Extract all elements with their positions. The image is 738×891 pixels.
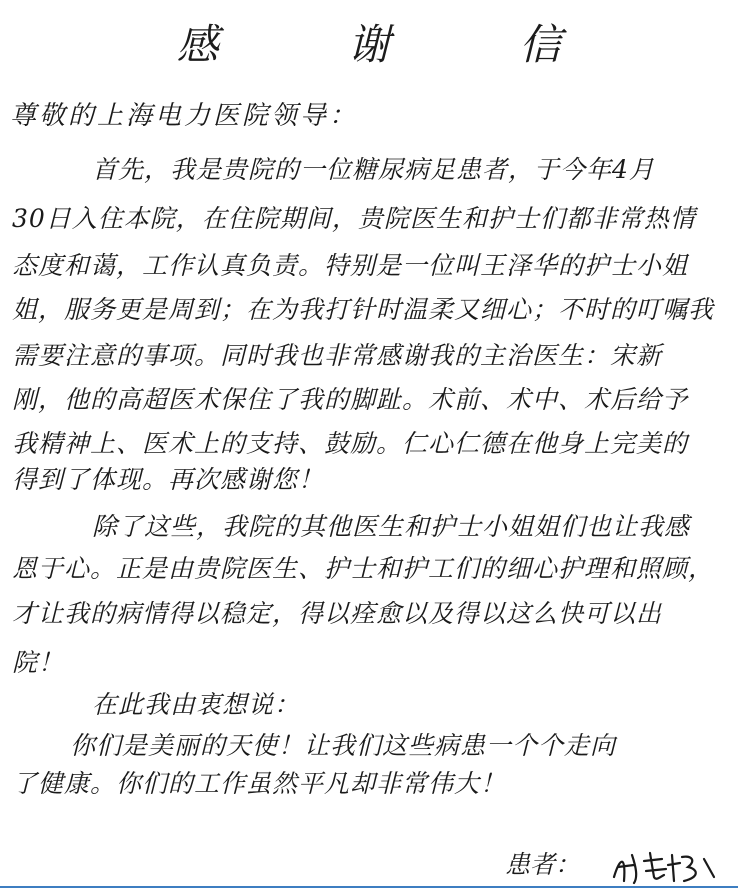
body-line-15: 了健康。你们的工作虽然平凡却非常伟大！ [12,769,507,798]
handwritten-signature [610,847,720,887]
salutation: 尊敬的上海电力医院领导： [10,101,359,131]
body-line-1: 首先，我是贵院的一位糖尿病足患者，于今年4月 [92,155,655,184]
body-line-8: 得到了体现。再次感谢您！ [12,465,325,494]
signature-label: 患者： [505,850,581,879]
body-line-4: 姐，服务更是周到；在为我打针时温柔又细心；不时的叮嘱我 [12,295,715,324]
body-line-2: 30日入住本院，在住院期间，贵院医生和护士们都非常热情 [12,204,696,233]
body-line-11: 才让我的病情得以稳定，得以痊愈以及得以这么快可以出 [12,599,663,628]
body-line-6: 刚，他的高超医术保住了我的脚趾。术前、术中、术后给予 [12,385,689,414]
body-line-7: 我精神上、医术上的支持、鼓励。仁心仁德在他身上完美的 [12,429,689,458]
body-line-5: 需要注意的事项。同时我也非常感谢我的主治医生：宋新 [12,341,663,370]
body-line-14: 你们是美丽的天使！让我们这些病患一个个走向 [70,731,617,760]
body-line-13: 在此我由衷想说： [92,690,301,719]
body-line-10: 恩于心。正是由贵院医生、护士和护工们的细心护理和照顾， [12,554,715,583]
body-line-3: 态度和蔼，工作认真负责。特别是一位叫王泽华的护士小姐 [12,251,689,280]
signature-block [505,845,720,887]
letter-title: 感 谢 信 [176,20,620,69]
body-line-12: 院！ [12,648,65,677]
bottom-border-rule [0,886,738,888]
body-line-9: 除了这些，我院的其他医生和护士小姐姐们也让我感 [92,512,691,541]
